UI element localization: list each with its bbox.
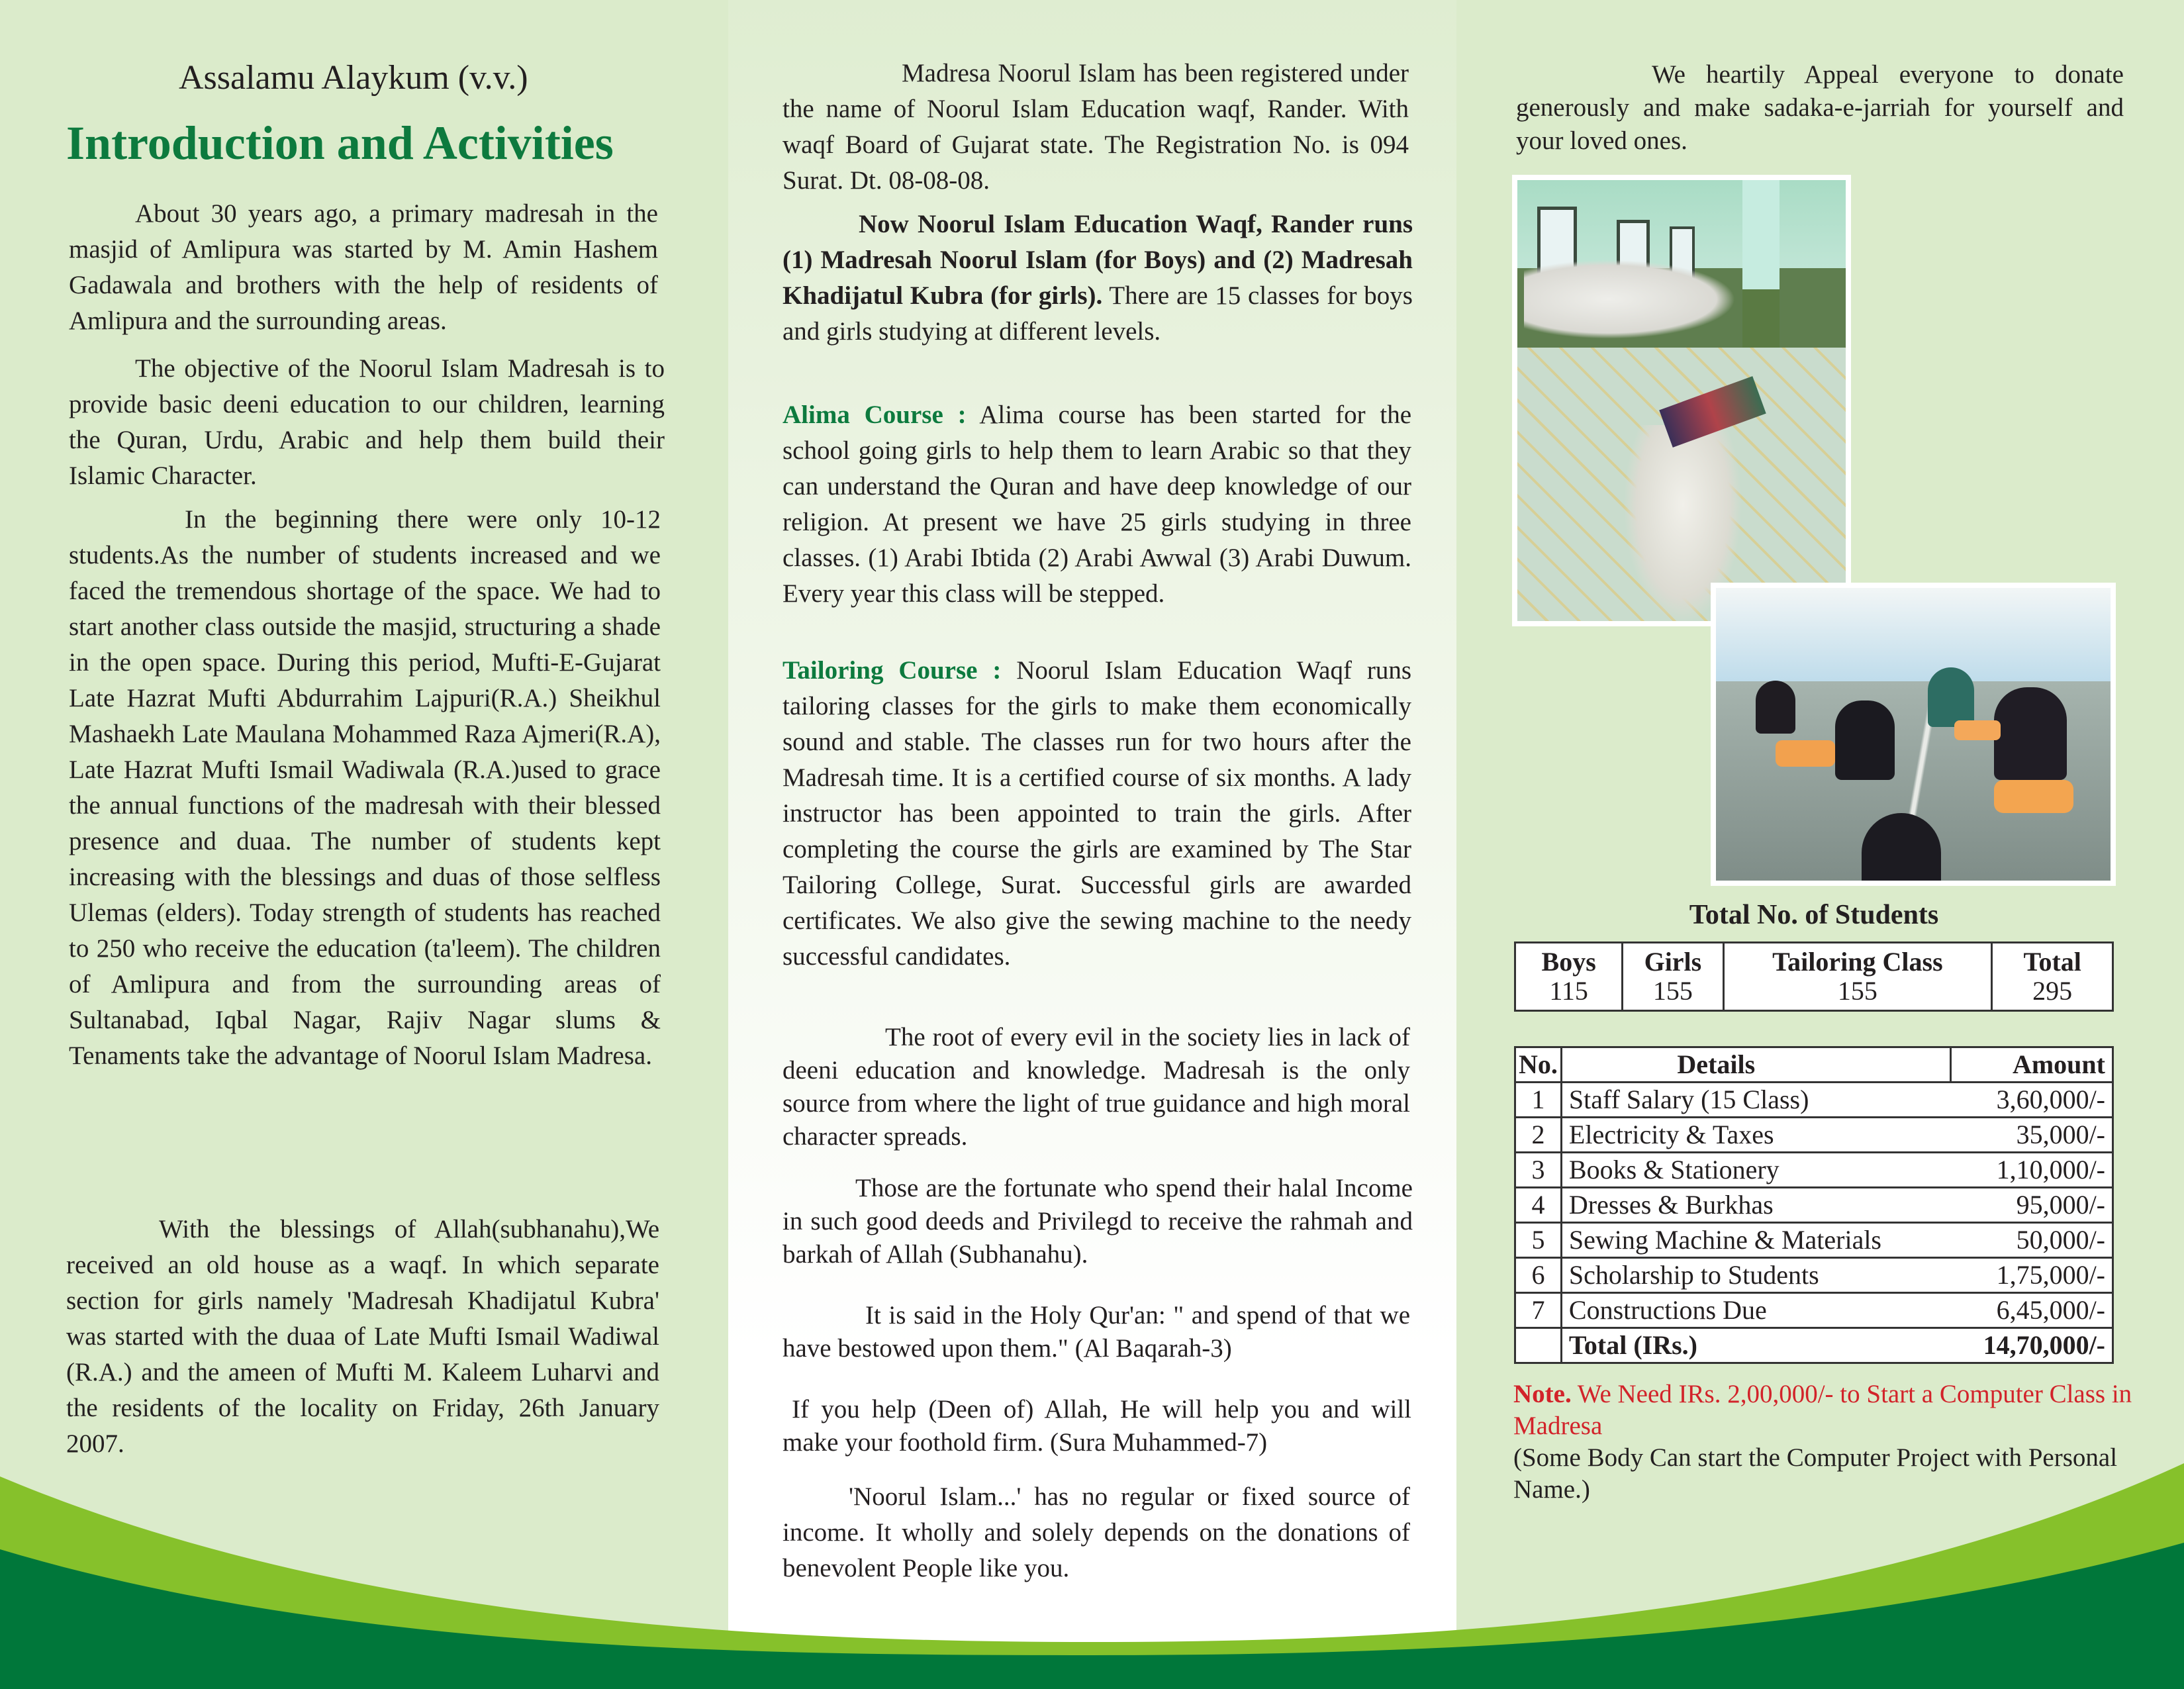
growth-paragraph [69,502,661,1074]
expense-row [1515,1153,2113,1188]
fortunate-paragraph [783,1172,1413,1271]
paragraph-growth: In the beginning there were only 10-12 students.As the number of students increased and we faced the tremendous shortage of the space. We had to start another class outside the masjid, structuring a shade in the open space. During this period, Mufti-E-Gujarat Late Hazrat Mufti Abdurrahim Lajpuri(R.A.) Sheikhul Mashaekh Late Maulana Mohammed Raza Ajmeri(R.A), Late Hazrat Mufti Ismail Wadiwala (R.A.)used to grace the annual functions of the madresah with their blessed presence and duaa. The number of students kept increasing with the blessings and duas of those selfless Ulemas (elders). Today strength of students has reached to 250 who receive the education (ta'leem). The children of Amlipura and from the surrounding areas of Sultanabad, Iqbal Nagar, Rajiv Nagar slums & Tenaments take the advantage of Noorul Islam Madresa. [69,505,661,1070]
tailoring-course-text: Noorul Islam Education Waqf runs tailoring classes for the girls to make them economically sound and stable. The classes run for two hours after the Madresah time. It is a certified course of six months. A lady instructor has been appointed to train the girls. After completing the course the girls are examined by The Star Tailoring College, Surat. Successful girls are awarded certificates. We also give the sewing machine to the needy successful candidates. [783,656,1411,971]
expense-amount: 95,000/- [1950,1188,2113,1223]
students-row [1515,943,2113,1011]
runs-rest-text: There are 15 classes for boys and girls studying at different levels. [783,281,1413,346]
expense-no: 2 [1515,1118,1562,1153]
header-amount: Amount [1950,1047,2113,1083]
tailoring-paragraph [783,653,1411,975]
expense-no: 3 [1515,1153,1562,1188]
expense-row [1515,1118,2113,1153]
expense-amount: 6,45,000/- [1950,1293,2113,1328]
paragraph-fortunate: Those are the fortunate who spend their halal Income in such good deeds and Privilegd to receive the rahmah and barkah of Allah (Subhanahu). [783,1174,1413,1269]
expense-row [1515,1188,2113,1223]
photo-boys-class [1512,175,1851,626]
expense-amount: 1,10,000/- [1950,1153,2113,1188]
header-no: No. [1515,1047,1562,1083]
expense-details: Dresses & Burkhas [1561,1188,1950,1223]
intro-paragraph [69,196,658,339]
objective-paragraph [69,351,665,494]
expense-amount: 1,75,000/- [1950,1258,2113,1293]
expense-row [1515,1293,2113,1328]
expense-row [1515,1223,2113,1258]
total-label: Total (IRs.) [1561,1328,1950,1363]
expense-details: Constructions Due [1561,1293,1950,1328]
registration-paragraph [783,56,1409,199]
paragraph-history: About 30 years ago, a primary madresah in the masjid of Amlipura was started by M. Amin Hashem Gadawala and brothers with the help of residents of Amlipura and the surrounding areas. [69,199,658,335]
paragraph-appeal: We heartily Appeal everyone to donate generously and make sadaka-e-jarriah for yourself and your loved ones. [1516,60,2124,155]
alima-paragraph [783,397,1411,612]
expense-details: Electricity & Taxes [1561,1118,1950,1153]
students-value: 115 [1549,976,1588,1006]
expense-no: 6 [1515,1258,1562,1293]
note-text: We Need IRs. 2,00,000/- to Start a Computer Class in Madresa [1513,1380,2132,1440]
paragraph-objective: The objective of the Noorul Islam Madresah is to provide basic deeni education to our children, learning the Quran, Urdu, Arabic and help them build their Islamic Character. [69,354,665,490]
note-label: Note. [1513,1380,1572,1408]
runs-paragraph [783,207,1413,350]
page-title: Introduction and Activities [66,117,614,169]
students-table-title: Total No. of Students [1689,900,1939,930]
header-details: Details [1561,1047,1950,1083]
photo-tailoring-class [1711,583,2116,886]
paragraph-root: The root of every evil in the society lies in lack of deeni education and knowledge. Madresah is the only source from where the light of true guidance and high moral character spreads. [783,1023,1410,1151]
footer-wave [0,1424,2184,1689]
runs-bold-text: Now Noorul Islam Education Waqf, Rander runs (1) Madresah Noorul Islam (for Boys) and (2) Madresah Khadijatul Kubra (for girls). [783,210,1413,310]
expense-details: Sewing Machine & Materials [1561,1223,1950,1258]
expense-header-row [1515,1047,2113,1083]
expense-no: 5 [1515,1223,1562,1258]
expense-details: Scholarship to Students [1561,1258,1950,1293]
students-cell-tailoring [1723,943,1992,1011]
alima-course-text: Alima course has been started for the school going girls to help them to learn Arabic so that they can understand the Quran and have deep knowledge of our religion. At present we have 25 girls studying in three classes. (1) Arabi Ibtida (2) Arabi Awwal (3) Arabi Duwum. Every year this class will be stepped. [783,401,1412,608]
alima-course-label: Alima Course : [783,401,967,429]
students-table [1514,941,2114,1012]
paragraph-help: If you help (Deen of) Allah, He will help you and will make your foothold firm. (Sura Muhammed-7) [783,1395,1411,1457]
quran-paragraph [783,1299,1410,1365]
paragraph-income: 'Noorul Islam...' has no regular or fixed source of income. It wholly and solely depends on the donations of benevolent People like you. [783,1482,1410,1582]
expense-row [1515,1083,2113,1118]
expense-amount: 50,000/- [1950,1223,2113,1258]
expense-table [1514,1046,2114,1364]
root-paragraph [783,1021,1410,1153]
students-label: Tailoring Class [1772,947,1943,977]
expense-amount: 35,000/- [1950,1118,2113,1153]
expense-amount: 3,60,000/- [1950,1083,2113,1118]
expense-no: 4 [1515,1188,1562,1223]
expense-body [1515,1083,2113,1328]
students-value: 295 [2032,976,2073,1006]
students-cell-boys [1515,943,1623,1011]
expense-total-row [1515,1328,2113,1363]
students-label: Girls [1644,947,1702,977]
total-no-cell [1515,1328,1562,1363]
total-amount: 14,70,000/- [1950,1328,2113,1363]
students-label: Total [2023,947,2081,977]
expense-details: Books & Stationery [1561,1153,1950,1188]
expense-no: 7 [1515,1293,1562,1328]
paragraph-registration: Madresa Noorul Islam has been registered under the name of Noorul Islam Education waqf, Rander. With waqf Board of Gujarat state. The Registration No. is 094 Surat. Dt. 08-08-08. [783,59,1409,195]
paragraph-quran: It is said in the Holy Qur'an: " and spend of that we have bestowed upon them." (Al Baqarah-3) [783,1301,1410,1363]
students-cell-total [1992,943,2113,1011]
students-value: 155 [1837,976,1877,1006]
greeting: Assalamu Alaykum (v.v.) [179,59,528,97]
expense-no: 1 [1515,1083,1562,1118]
students-label: Boys [1541,947,1596,977]
paragraph-waqf: With the blessings of Allah(subhanahu),We received an old house as a waqf. In which separate section for girls namely 'Madresah Khadijatul Kubra' was started with the duaa of Late Mufti Ismail Wadiwal (R.A.) and the ameen of Mufti M. Kaleem Luharvi and the residents of the locality on Friday, 26th January 2007. [66,1215,659,1458]
expense-details: Staff Salary (15 Class) [1561,1083,1950,1118]
students-value: 155 [1652,976,1693,1006]
expense-row [1515,1258,2113,1293]
tailoring-course-label: Tailoring Course : [783,656,1002,685]
appeal-paragraph [1516,58,2124,158]
students-cell-girls [1623,943,1723,1011]
note-sub: (Some Body Can start the Computer Project with Personal Name.) [1513,1443,2118,1504]
